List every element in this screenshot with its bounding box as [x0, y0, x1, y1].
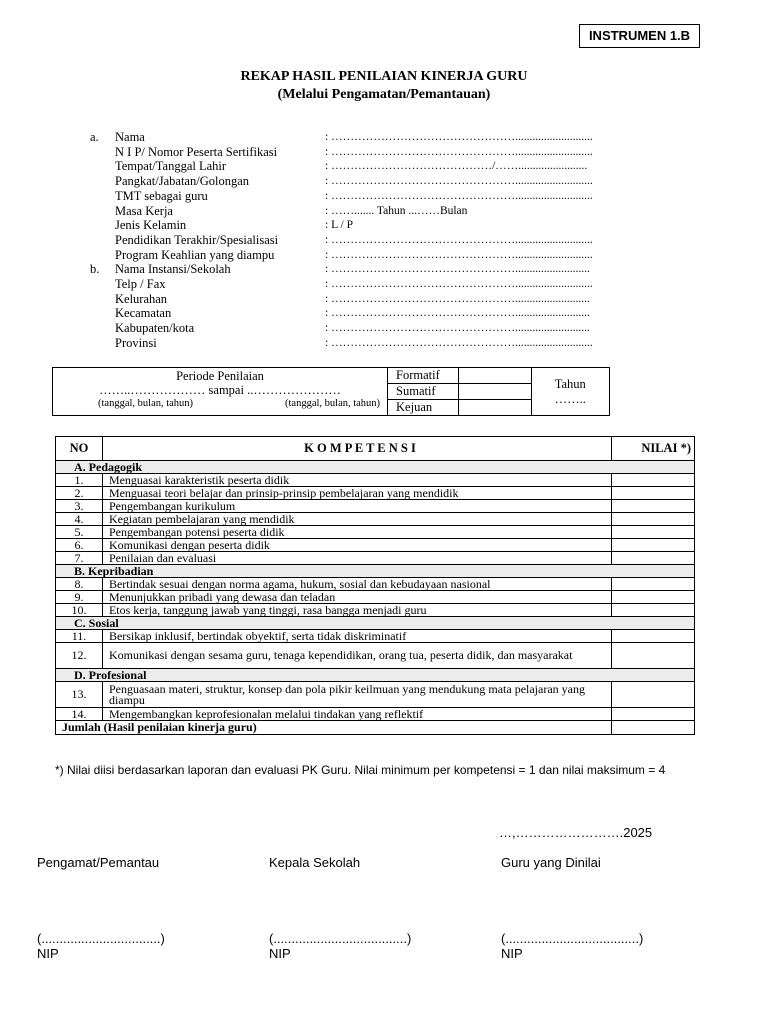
identity-marker: a.	[90, 130, 99, 144]
signature-role: Pengamat/Pemantau	[37, 855, 160, 870]
competency-row	[56, 552, 695, 565]
period-year-cell	[531, 368, 609, 416]
competency-row	[56, 578, 695, 591]
identity-label: Kecamatan	[115, 306, 172, 321]
identity-value-field[interactable]: : …………………………………………...........................	[325, 248, 593, 261]
period-table	[52, 367, 610, 416]
signature-name-line[interactable]: (.....................................)	[269, 931, 412, 946]
competency-text: Pengembangan potensi peserta didik	[102, 526, 611, 539]
period-range: ……..……………… sampai ..…………………	[99, 383, 341, 397]
identity-label: Kabupaten/kota	[115, 321, 195, 336]
period-year-value: ……..	[554, 391, 586, 406]
identity-value-field[interactable]: : …………………………………………...........................	[325, 145, 593, 158]
competency-score-field[interactable]	[612, 643, 695, 669]
competency-text: Bertindak sesuai dengan norma agama, hukum, sosial dan kebudayaan nasional	[102, 578, 611, 591]
competency-number: 5.	[56, 526, 103, 539]
identity-value-field[interactable]: : ……………………………………/……........................	[325, 160, 588, 173]
identity-label: Masa Kerja	[115, 203, 173, 218]
score-note: *) Nilai diisi berdasarkan laporan dan evaluasi PK Guru. Nilai minimum per kompetensi = 1 dan nilai maksimum = 4	[55, 763, 666, 777]
identity-label: Kelurahan	[115, 291, 168, 306]
competency-number: 11.	[56, 630, 103, 643]
competency-score-field[interactable]	[612, 539, 695, 552]
signature-date: …,…………………….2025	[499, 825, 653, 840]
period-type-formatif: Formatif	[388, 368, 459, 384]
competency-number: 10.	[56, 604, 103, 617]
competency-row	[56, 604, 695, 617]
competency-number: 9.	[56, 591, 103, 604]
competency-number: 13.	[56, 682, 103, 708]
competency-text: Pengembangan kurikulum	[102, 500, 611, 513]
competency-score-field[interactable]	[612, 552, 695, 565]
header-competency: K O M P E T E N S I	[102, 437, 611, 461]
header-score: NILAI *)	[612, 437, 695, 461]
section-title: A. Pedagogik	[56, 461, 695, 474]
competency-text: Penilaian dan evaluasi	[102, 552, 611, 565]
identity-value-field[interactable]: : …………………………………………..........................	[325, 292, 590, 305]
identity-value-field[interactable]: : …………………………………………...........................	[325, 131, 593, 143]
period-from-hint: (tanggal, bulan, tahun)	[98, 398, 194, 409]
competency-score-field[interactable]	[612, 708, 695, 721]
competency-number: 14.	[56, 708, 103, 721]
competency-text: Menguasai karakteristik peserta didik	[102, 474, 611, 487]
period-to-hint: (tanggal, bulan, tahun)	[285, 398, 381, 409]
identity-value-field[interactable]: : …………………………………………...........................	[325, 189, 593, 202]
identity-value-field[interactable]: : L / P	[325, 219, 354, 232]
competency-number: 7.	[56, 552, 103, 565]
page-subtitle: (Melalui Pengamatan/Pemantauan)	[277, 87, 491, 102]
competency-number: 8.	[56, 578, 103, 591]
competency-score-field[interactable]	[612, 500, 695, 513]
page-title: REKAP HASIL PENILAIAN KINERJA GURU	[240, 69, 528, 84]
competency-text: Kegiatan pembelajaran yang mendidik	[102, 513, 611, 526]
signature-name-line[interactable]: (.................................)	[37, 931, 165, 946]
competency-row	[56, 513, 695, 526]
signature-role: Guru yang Dinilai	[501, 855, 601, 870]
identity-value-field[interactable]: : …………………………………………...........................	[325, 278, 593, 290]
period-year-label: Tahun	[554, 376, 586, 391]
identity-label: Pendidikan Terakhir/Spesialisasi	[115, 232, 279, 247]
competency-text: Penguasaan materi, struktur, konsep dan pola pikir keilmuan yang mendukung mata pelajaran yang diampu	[102, 682, 611, 708]
identity-value-field[interactable]: : …………………………………………..........................	[325, 307, 590, 320]
competency-number: 6.	[56, 539, 103, 552]
competency-table	[55, 436, 695, 735]
instrument-label: INSTRUMEN 1.B	[579, 24, 700, 48]
competency-text: Bersikap inklusif, bertindak obyektif, serta tidak diskriminatif	[102, 630, 611, 643]
competency-row	[56, 487, 695, 500]
total-row	[56, 721, 695, 735]
competency-score-field[interactable]	[612, 604, 695, 617]
identity-label: Jenis Kelamin	[115, 218, 187, 233]
section-row	[56, 565, 695, 578]
identity-value-field[interactable]: : …………………………………………...........................	[325, 233, 593, 246]
competency-row	[56, 630, 695, 643]
signature-nip: NIP	[37, 946, 59, 961]
identity-label: TMT sebagai guru	[115, 188, 208, 203]
competency-row	[56, 708, 695, 721]
competency-row	[56, 500, 695, 513]
identity-value-field[interactable]: : …………………………………………..........................	[325, 322, 590, 335]
section-row	[56, 461, 695, 474]
competency-score-field[interactable]	[612, 591, 695, 604]
identity-label: Tempat/Tanggal Lahir	[115, 159, 227, 174]
competency-number: 12.	[56, 643, 103, 669]
identity-value-field[interactable]: : …………………………………………...........................	[325, 336, 593, 349]
competency-text: Komunikasi dengan sesama guru, tenaga kependidikan, orang tua, peserta didik, dan masyarakat	[102, 643, 611, 669]
identity-value-field[interactable]: : ……....... Tahun ...……Bulan	[325, 204, 468, 217]
competency-text: Mengembangkan keprofesionalan melalui tindakan yang reflektif	[102, 708, 611, 721]
competency-body	[56, 461, 695, 735]
competency-text: Menunjukkan pribadi yang dewasa dan teladan	[102, 591, 611, 604]
header-no: NO	[56, 437, 103, 461]
period-type-formatif-value[interactable]	[459, 368, 531, 384]
identity-label: Telp / Fax	[115, 277, 166, 291]
identity-value-field[interactable]: : …………………………………………..........................	[325, 263, 590, 276]
competency-text: Etos kerja, tanggung jawab yang tinggi, rasa bangga menjadi guru	[102, 604, 611, 617]
competency-text: Komunikasi dengan peserta didik	[102, 539, 611, 552]
competency-score-field[interactable]	[612, 474, 695, 487]
competency-score-field[interactable]	[612, 526, 695, 539]
competency-row	[56, 526, 695, 539]
total-score-field[interactable]	[612, 721, 695, 735]
identity-label: Provinsi	[115, 335, 157, 350]
section-title: B. Kepribadian	[56, 565, 695, 578]
identity-marker: b.	[90, 262, 100, 277]
competency-score-field[interactable]	[612, 487, 695, 500]
competency-score-field[interactable]	[612, 513, 695, 526]
period-cell	[53, 368, 388, 416]
competency-score-field[interactable]	[612, 682, 695, 708]
competency-number: 1.	[56, 474, 103, 487]
competency-number: 3.	[56, 500, 103, 513]
competency-text: Menguasai teori belajar dan prinsip-prinsip pembelajaran yang mendidik	[102, 487, 611, 500]
identity-label: N I P/ Nomor Peserta Sertifikasi	[115, 144, 278, 159]
period-type-kejuan: Kejuan	[388, 400, 459, 416]
section-row	[56, 669, 695, 682]
period-heading: Periode Penilaian	[176, 369, 264, 383]
competency-number: 4.	[56, 513, 103, 526]
competency-row	[56, 682, 695, 708]
identity-value-field[interactable]: : …………………………………………...........................	[325, 175, 593, 188]
total-label: Jumlah (Hasil penilaian kinerja guru)	[56, 721, 612, 735]
identity-label: Nama	[115, 130, 145, 144]
competency-score-field[interactable]	[612, 630, 695, 643]
competency-row	[56, 643, 695, 669]
period-type-kejuan-value[interactable]	[459, 400, 531, 416]
competency-row	[56, 539, 695, 552]
signature-role: Kepala Sekolah	[269, 855, 361, 870]
section-row	[56, 617, 695, 630]
signature-nip: NIP	[501, 946, 523, 961]
section-title: C. Sosial	[56, 617, 695, 630]
identity-label: Nama Instansi/Sekolah	[115, 262, 231, 277]
competency-score-field[interactable]	[612, 578, 695, 591]
signature-name-line[interactable]: (.....................................)	[501, 931, 644, 946]
identity-label: Program Keahlian yang diampu	[115, 247, 275, 262]
period-type-sumatif: Sumatif	[388, 384, 459, 400]
competency-number: 2.	[56, 487, 103, 500]
competency-row	[56, 591, 695, 604]
signature-nip: NIP	[269, 946, 291, 961]
identity-label: Pangkat/Jabatan/Golongan	[115, 174, 249, 189]
section-title: D. Profesional	[56, 669, 695, 682]
period-type-sumatif-value[interactable]	[459, 384, 531, 400]
competency-row	[56, 474, 695, 487]
